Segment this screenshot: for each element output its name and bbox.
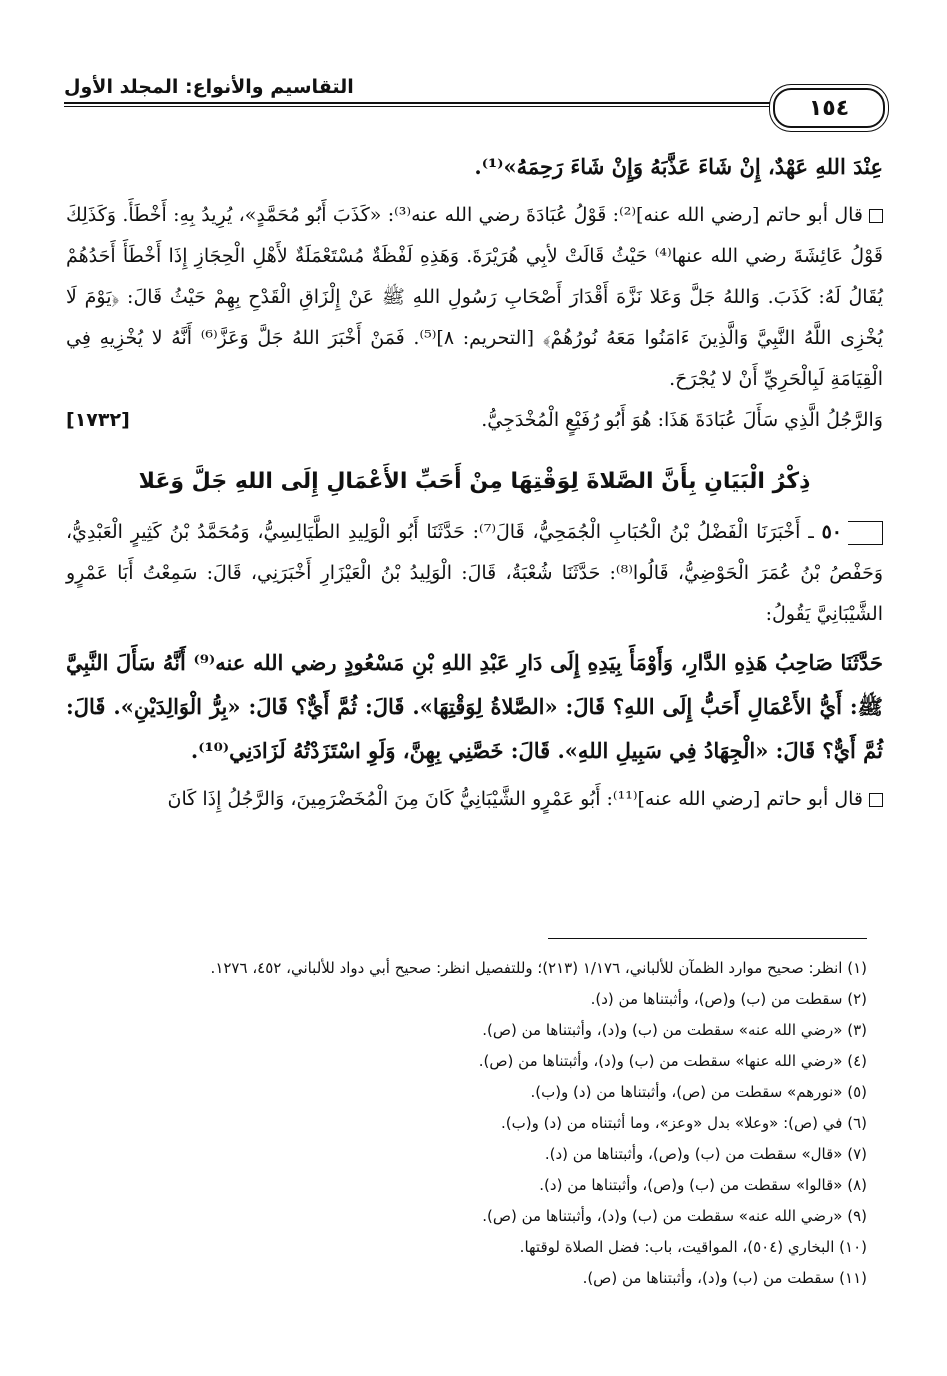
commentary-text: قال أبو حاتم [رضي الله عنه]⁽²⁾: قَوْلُ عُبَادَةَ رضي الله عنه⁽³⁾: «كَذَبَ أَبُو مُحَمَّدٍ»، يُرِيدُ بِهِ: أَخْطَأَ. وَكَذَلِكَ قَوْلُ عَائِشَةَ رضي الله عنها⁽⁴⁾ حَيْثُ قَالَتْ لأبِي هُرَيْرَةَ. وَهَذِهِ لَفْظَةٌ مُسْتَعْمَلَةٌ لأَهْلِ الْحِجَازِ إِذَا أَخْطَأَ أَحَدُهُمْ يُقَالُ لَهُ: كَذَبَ. وَاللهُ جَلَّ وَعَلا نَزَّهَ أَقْدَارَ أَصْحَابِ رَسُولِ اللهِ ﷺ عَنْ إِلْزَاقِ الْقَدْحِ بِهِمْ حَيْثُ قَالَ: ﴿يَوْمَ لَا يُخْزِى اللَّهُ النَّبِيَّ وَالَّذِينَ ءَامَنُوا مَعَهُ نُورُهُمْ﴾ [التحريم: ٨]⁽⁵⁾. فَمَنْ أَخْبَرَ اللهُ جَلَّ وَعَزَّ⁽⁶⁾ أَنَّهُ لا يُخْزِيهِ فِي الْقِيَامَةِ لَبِالْحَرِيِّ أَنْ لا يُجْرَحَ. [66, 204, 884, 390]
footnote: (٧) «قال» سقطت من (ب) و(ص)، وأثبتناها من (د). [544, 1145, 867, 1163]
commentary-paragraph [66, 195, 883, 400]
footnote-rule [548, 938, 867, 939]
page-number-box [773, 88, 885, 128]
footnote: (٤) «رضي الله عنها» سقطت من (ب) و(د)، وأثبتناها من (ص). [478, 1052, 867, 1070]
footnote: (٨) «قالوا» سقطت من (ب) و(ص)، وأثبتناها من (د). [539, 1176, 867, 1194]
isnad-text: ـ أَخْبَرَنَا الْفَضْلُ بْنُ الْحُبَابِ الْجُمَحِيُّ، قَالَ⁽⁷⁾: حَدَّثَنَا أَبُو الْوَلِيدِ الطَّيَالِسِيُّ، وَمُحَمَّدُ بْنُ كَثِيرٍ الْعَبْدِيُّ، وَحَفْصُ بْنُ عُمَرَ الْحَوْضِيُّ، قَالُوا⁽⁸⁾: حَدَّثَنَا شُعْبَةُ، قَالَ: الْوَلِيدُ بْنُ الْعَيْزَارِ أَخْبَرَنِي، قَالَ: سَمِعْتُ أَبَا عَمْرٍو الشَّيْبَانِيَّ يَقُولُ: [66, 521, 883, 625]
commentary-paragraph-2 [66, 779, 883, 820]
footnote: (١٠) البخاري (٥٠٤)، المواقيت، باب: فضل الصلاة لوقتها. [519, 1238, 867, 1256]
hadith-ending: عِنْدَ اللهِ عَهْدٌ، إِنْ شَاءَ عَذَّبَهُ وَإِنْ شَاءَ رَحِمَهُ»⁽¹⁾. [474, 154, 883, 179]
footnote: (١١) سقطت من (ب) و(د)، وأثبتناها من (ص). [582, 1269, 867, 1287]
header-rule-thin [64, 106, 885, 107]
footnote: (١) انظر: صحيح موارد الظمآن للألباني، ١/١٧٦ (٢١٣)؛ وللتفصيل انظر: صحيح أبي دواد للألباني، ٤٥٢، ١٢٧٦. [210, 959, 867, 977]
chapter-title: ذِكْرُ الْبَيَانِ بِأَنَّ الصَّلاةَ لِوَقْتِهَا مِنْ أَحَبِّ الأَعْمَالِ إِلَى اللهِ جَلَّ وَعَلا [138, 469, 811, 494]
hadith-ribbon-icon [848, 521, 883, 545]
footnote: (٩) «رضي الله عنه» سقطت من (ب) و(د)، وأثبتناها من (ص). [482, 1207, 867, 1225]
square-bullet-icon [869, 209, 883, 223]
running-title: التقاسيم والأنواع: المجلد الأول [64, 76, 354, 98]
footnote: (٦) في (ص): «وعلا» بدل «وعز»، وما أثبتناه من (د) و(ب). [500, 1114, 867, 1132]
square-bullet-icon [869, 793, 883, 807]
footnote: (٢) سقطت من (ب) و(ص)، وأثبتناها من (د). [590, 990, 867, 1008]
isnad-paragraph [66, 512, 883, 635]
matn-paragraph: حَدَّثَنَا صَاحِبُ هَذِهِ الدَّارِ، وَأَوْمَأَ بِيَدِهِ إِلَى دَارِ عَبْدِ اللهِ بْنِ مَسْعُودٍ رضي الله عنه⁽⁹⁾ أَنَّهُ سَأَلَ النَّبِيَّ ﷺ: أَيُّ الأَعْمَالِ أَحَبُّ إِلَى اللهِ؟ قَالَ: «الصَّلاةُ لِوَقْتِهَا». قَالَ: ثُمَّ أَيٌّ؟ قَالَ: «بِرُّ الْوَالِدَيْنِ». قَالَ: ثُمَّ أَيٌّ؟ قَالَ: «الْجِهَادُ فِي سَبِيلِ اللهِ». قَالَ: خَصَّنِي بِهِنَّ، وَلَوِ اسْتَزَدْتُهُ لَزَادَنِي⁽¹⁰⁾. [66, 650, 883, 763]
hadith-number: ٥٠ [821, 521, 842, 543]
narrator-note: وَالرَّجُلُ الَّذِي سَأَلَ عُبَادَةَ هَذَا: هُوَ أَبُو رُفَيْعٍ الْمُخْدَجِيُّ. [481, 409, 883, 431]
footnotes [70, 938, 867, 1294]
page-number: ١٥٤ [808, 95, 850, 121]
reference-number: [١٧٣٢] [66, 409, 130, 431]
reference-line [66, 400, 883, 440]
header-rule [64, 102, 885, 104]
main-text [66, 145, 883, 820]
footnote: (٣) «رضي الله عنه» سقطت من (ب) و(د)، وأثبتناها من (ص). [482, 1021, 867, 1039]
footnote: (٥) «نورهم» سقطت من (ص)، وأثبتناها من (د) و(ب). [530, 1083, 867, 1101]
page-header [64, 72, 885, 132]
commentary-text-2: قال أبو حاتم [رضي الله عنه]⁽¹¹⁾: أَبُو عَمْرٍو الشَّيْبَانِيُّ كَانَ مِنَ الْمُخَضْرَمِينَ، وَالرَّجُلُ إِذَا كَانَ [167, 788, 863, 810]
